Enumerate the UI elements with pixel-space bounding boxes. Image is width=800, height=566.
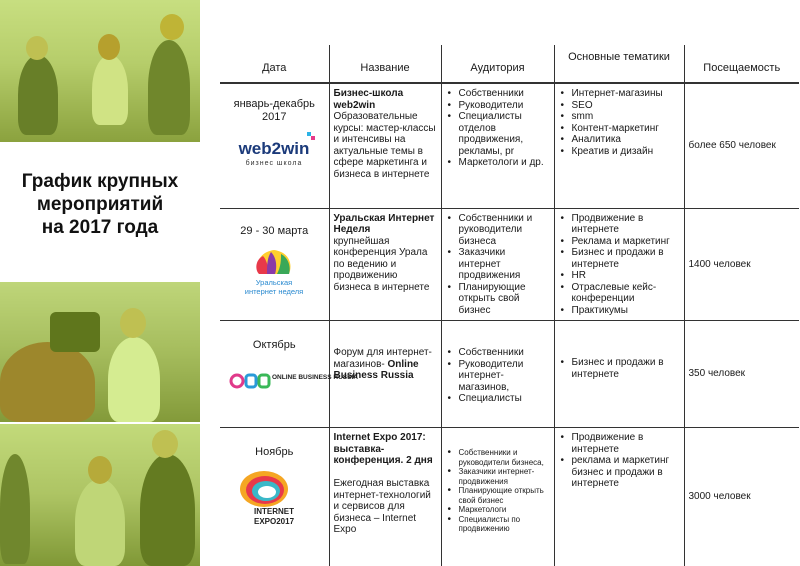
header-audience: Аудитория xyxy=(441,45,554,83)
svg-text:бизнес школа: бизнес школа xyxy=(245,160,303,167)
attendance-cell: 1400 человек xyxy=(684,208,799,321)
audience-cell xyxy=(441,428,554,566)
header-name: Название xyxy=(329,45,441,83)
svg-text:EXPO2017: EXPO2017 xyxy=(254,517,295,526)
list-item: • Креатив и дизайн xyxy=(559,146,680,158)
svg-text:web2win: web2win xyxy=(238,139,310,158)
list-item: • HR xyxy=(559,270,680,282)
audience-cell xyxy=(441,83,554,208)
date-cell: Ноябрь INTERNET EXPO2017 xyxy=(220,428,329,566)
table-row xyxy=(220,83,799,208)
date-cell: январь-декабрь 2017 web2win бизнес школа xyxy=(220,83,329,208)
events-table xyxy=(220,45,799,566)
list-item: • Специалисты отделов продвижения, рекламы, pr xyxy=(446,111,550,157)
header-attendance: Посещаемость xyxy=(684,45,799,83)
camera-interview-photo xyxy=(0,282,200,422)
list-item: • Руководители xyxy=(446,100,550,112)
list-item: • Специалисты xyxy=(446,393,550,405)
audience-cell xyxy=(441,208,554,321)
expo-crowd-photo xyxy=(0,424,200,566)
list-item: • Маркетологи и др. xyxy=(446,157,550,169)
internet-expo-logo xyxy=(234,467,314,527)
event-name-cell: Форум для интернет-магазинов- Online Business Russia xyxy=(329,321,441,428)
attendance-cell: 3000 человек xyxy=(684,428,799,566)
list-item: • Собственники и руководители бизнеса xyxy=(446,213,550,248)
conference-photo-panel xyxy=(0,0,200,142)
audience-cell xyxy=(441,321,554,428)
list-item: • Собственники xyxy=(446,347,550,359)
list-item: • Маркетологи xyxy=(446,505,550,515)
list-item: • Собственники xyxy=(446,88,550,100)
topics-cell xyxy=(554,208,684,321)
svg-text:Уральская: Уральская xyxy=(256,277,293,287)
table-row xyxy=(220,428,799,566)
page-title: График крупных мероприятий на 2017 года xyxy=(21,171,179,238)
svg-text:INTERNET: INTERNET xyxy=(254,507,295,516)
header-date: Дата xyxy=(262,61,287,74)
ural-internet-week-logo xyxy=(231,246,317,298)
table-header-row xyxy=(220,45,799,83)
list-item: • Бизнес и продажи в интернете xyxy=(559,247,680,270)
svg-text:ONLINE BUSINESS RUSSIA: ONLINE BUSINESS RUSSIA xyxy=(272,374,359,381)
online-business-russia-logo xyxy=(229,366,359,396)
list-item: • SEO xyxy=(559,100,680,112)
attendance-cell: более 650 человек xyxy=(684,83,799,208)
header-topics: Основные тематики xyxy=(554,45,684,83)
list-item: • Собственники и руководители бизнеса, xyxy=(446,448,550,467)
list-item: • Заказчики интернет-продвижения xyxy=(446,467,550,486)
list-item: • Аналитика xyxy=(559,134,680,146)
list-item: • Продвижение в интернете xyxy=(559,432,680,455)
list-item: • Планирующие открыть свой бизнес xyxy=(446,486,550,505)
date-cell: Октябрь ONLINE BUSINESS RUSSIA xyxy=(220,321,329,428)
list-item: • реклама и маркетинг бизнес и продажи в интернете xyxy=(559,455,680,490)
list-item: • Бизнес и продажи в интернете xyxy=(559,357,680,380)
event-name-cell: Бизнес-школа web2win Образовательные курсы: мастер-классы и интенсивы на актуальные темы в сфере маркетинга и бизнеса в интернете xyxy=(329,83,441,208)
attendance-cell: 350 человек xyxy=(684,321,799,428)
date-cell: 29 - 30 марта Уральская интернет неделя xyxy=(220,208,329,321)
table-row xyxy=(220,208,799,321)
topics-cell xyxy=(554,321,684,428)
list-item: • Заказчики интернет продвижения xyxy=(446,247,550,282)
list-item: • Интернет-магазины xyxy=(559,88,680,100)
svg-text:интернет неделя: интернет неделя xyxy=(245,286,304,296)
table-row xyxy=(220,321,799,428)
event-name-cell: Уральская Интернет Неделя крупнейшая конференция Урала по ведению и продвижению бизнеса в интернете xyxy=(329,208,441,321)
list-item: • Руководители интернет-магазинов, xyxy=(446,359,550,394)
topics-cell xyxy=(554,83,684,208)
list-item: • Специалисты по продвижению xyxy=(446,515,550,534)
topics-cell xyxy=(554,428,684,566)
event-name-cell: Internet Expo 2017: выставка-конференция. 2 дня Ежегодная выставка интернет-технологий и сервисов для бизнеса – Internet Expo xyxy=(329,428,441,566)
web2win-logo xyxy=(231,132,317,170)
list-item: • Практикумы xyxy=(559,305,680,317)
list-item: • Планирующие открыть свой бизнес xyxy=(446,282,550,317)
list-item: • Продвижение в интернете xyxy=(559,213,680,236)
list-item: • smm xyxy=(559,111,680,123)
list-item: • Реклама и маркетинг xyxy=(559,236,680,248)
list-item: • Контент-маркетинг xyxy=(559,123,680,135)
list-item: • Отраслевые кейс-конференции xyxy=(559,282,680,305)
